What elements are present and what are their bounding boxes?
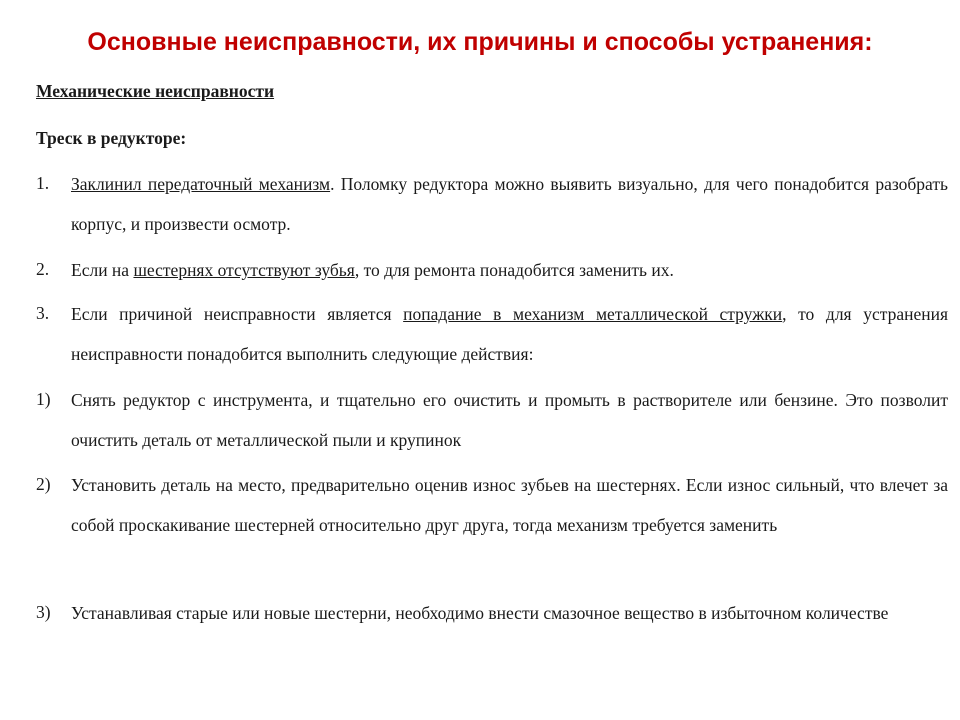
slide-title: Основные неисправности, их причины и способы устранения: (87, 28, 873, 56)
underlined-cause: попадание в механизм металлической стружки (403, 304, 783, 324)
underlined-cause: Заклинил передаточный механизм (71, 174, 331, 194)
list-item-text: Установить деталь на место, предварительно оценив износ зубьев на шестернях. Если износ сильный, что влечет за собой проскакивание шестерней относительно друг друга, тогда механизм требуется заменить (71, 475, 948, 535)
section-heading: Механические неисправности (36, 81, 275, 101)
list-item-rest: , то для устранения неисправности понадобится выполнить следующие действия: (71, 304, 949, 364)
list-item-pre: Если причиной неисправности является (71, 304, 404, 324)
list-item-text (71, 164, 948, 244)
list-number: 1. (36, 173, 50, 193)
list-item-text (71, 294, 948, 374)
list-item (36, 164, 948, 244)
list-number: 2) (36, 474, 51, 494)
list-item (36, 294, 948, 374)
list-item-text: Снять редуктор с инструмента, и тщательно его очистить и промыть в растворителе или бензине. Это позволит очистить деталь от металлической пыли и крупинок (71, 390, 948, 450)
list-number: 1) (36, 389, 51, 409)
list-item-text: Устанавливая старые или новые шестерни, необходимо внести смазочное вещество в избыточном количестве (71, 603, 889, 623)
list-item-rest: , то для ремонта понадобится заменить их. (354, 260, 674, 280)
subheading: Треск в редукторе: (36, 128, 187, 148)
list-number: 3. (36, 303, 50, 323)
underlined-cause: шестернях отсутствуют зубья (133, 260, 355, 280)
list-item-rest: . Поломку редуктора можно выявить визуально, для чего понадобится разобрать корпус, и произвести осмотр. (71, 174, 949, 234)
list-item-text (71, 250, 948, 290)
list-number: 2. (36, 259, 50, 279)
list-number: 3) (36, 602, 51, 622)
list-item (36, 250, 948, 290)
list-item-pre: Если на (71, 260, 134, 280)
list-item (36, 593, 948, 633)
list-item (36, 380, 948, 460)
list-item (36, 465, 948, 545)
